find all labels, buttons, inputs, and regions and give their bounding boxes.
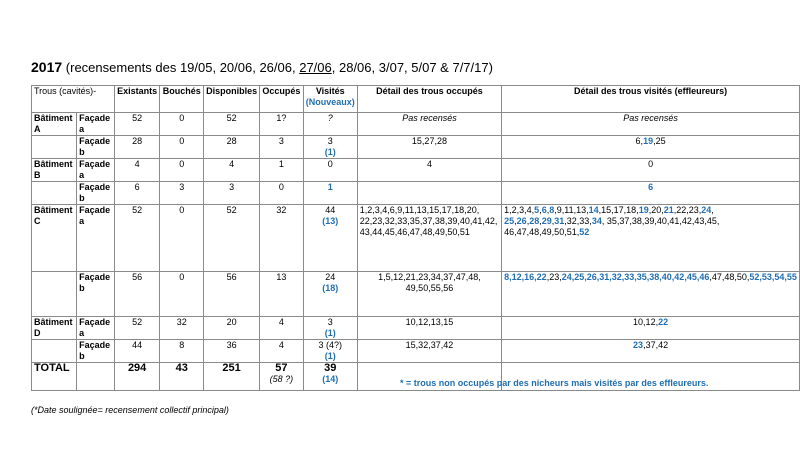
detail-visites-cell: 0 [502, 159, 800, 182]
detail-visites-cell: 6 [502, 182, 800, 205]
batiment-label [32, 272, 77, 317]
occupes-cell: 4 [260, 340, 304, 363]
detail-visites-cell: 1,2,3,4,5,6,8,9,11,13,14,15,17,18,19,20,21,22,23,24, 25,26,28,29,31,32,33,34, 35,37,38,39,40,41,42,43,45, 46,47,48,49,50,51,52 [502, 205, 800, 272]
disponibles-cell: 36 [204, 340, 260, 363]
occupes-cell: 0 [260, 182, 304, 205]
detail-visites-cell: 10,12,22 [502, 317, 800, 340]
nouveaux-count: (18) [322, 283, 339, 293]
visites-cell: 0 [303, 159, 357, 182]
existants-cell: 52 [114, 205, 160, 272]
batiment-label: Bâtiment A [32, 113, 77, 136]
nouveaux-count: (1) [324, 328, 336, 338]
bouches-cell: 0 [160, 272, 204, 317]
disponibles-cell: 4 [204, 159, 260, 182]
nouveaux-count: (13) [322, 216, 339, 226]
total-occupes: 57 (58 ?) [260, 363, 304, 391]
existants-cell: 52 [114, 317, 160, 340]
existants-cell: 56 [114, 272, 160, 317]
table-row [32, 317, 800, 340]
table-row [32, 136, 800, 159]
bouches-cell: 0 [160, 159, 204, 182]
header-visites: Visités (Nouveaux) [303, 86, 357, 113]
detail-occupes-cell: 1,2,3,4,6,9,11,13,15,17,18,20, 22,23,32,33,35,37,38,39,40,41,42, 43,44,45,46,47,48,49,50,51 [357, 205, 501, 272]
detail-occupes-cell: Pas recensés [357, 113, 501, 136]
existants-cell: 52 [114, 113, 160, 136]
batiment-label: Bâtiment C [32, 205, 77, 272]
table-row [32, 205, 800, 272]
visites-cell: 3 (1) [303, 136, 357, 159]
census-table [31, 85, 800, 391]
batiment-label [32, 136, 77, 159]
header-occupes: Occupés [260, 86, 304, 113]
facade-label: Façade b [77, 272, 115, 317]
total-nouveaux: (14) [322, 374, 339, 384]
detail-visites-cell: Pas recensés [502, 113, 800, 136]
disponibles-cell: 28 [204, 136, 260, 159]
occupes-cell: 1? [260, 113, 304, 136]
detail-occupes-cell: 15,32,37,42 [357, 340, 501, 363]
facade-label: Façade b [77, 340, 115, 363]
visites-cell: 24 (18) [303, 272, 357, 317]
title-dates-after: , 28/06, 3/07, 5/07 & 7/7/17) [331, 60, 493, 75]
detail-visites-cell: 8,12,16,22,23,24,25,26,31,32,33,35,38,40,42,45,46,47,48,50,52,53,54,55 [502, 272, 800, 317]
visites-cell: 44 (13) [303, 205, 357, 272]
total-visites: 39 (14) [303, 363, 357, 391]
disponibles-cell: 20 [204, 317, 260, 340]
detail-visites-cell: 23,37,42 [502, 340, 800, 363]
batiment-label: Bâtiment B [32, 159, 77, 182]
table-row [32, 182, 800, 205]
batiment-label [32, 182, 77, 205]
visites-cell: ? [303, 113, 357, 136]
nouveaux-count: (1) [324, 147, 336, 157]
detail-occupes-cell: 4 [357, 159, 501, 182]
header-detail-visites: Détail des trous visités (effleureurs) [502, 86, 800, 113]
bouches-cell: 0 [160, 136, 204, 159]
nouveaux-count: (1) [324, 351, 336, 361]
header-row [32, 86, 800, 113]
table-row [32, 272, 800, 317]
date-note: (*Date soulignée= recensement collectif principal) [31, 405, 229, 415]
disponibles-cell: 56 [204, 272, 260, 317]
table-row [32, 340, 800, 363]
detail-occupes-cell: 1,5,12,21,23,34,37,47,48, 49,50,55,56 [357, 272, 501, 317]
occupes-cell: 3 [260, 136, 304, 159]
visites-cell: 1 [303, 182, 357, 205]
existants-cell: 6 [114, 182, 160, 205]
total-disponibles: 251 [204, 363, 260, 391]
header-disponibles: Disponibles [204, 86, 260, 113]
title-dates-before: (recensements des 19/05, 20/06, 26/06, [65, 60, 300, 75]
facade-label: Façade b [77, 136, 115, 159]
batiment-label [32, 340, 77, 363]
bouches-cell: 32 [160, 317, 204, 340]
visites-cell: 3 (1) [303, 317, 357, 340]
existants-cell: 28 [114, 136, 160, 159]
detail-occupes-cell: 10,12,13,15 [357, 317, 501, 340]
total-bouches: 43 [160, 363, 204, 391]
title-year: 2017 [31, 59, 63, 75]
batiment-label: Bâtiment D [32, 317, 77, 340]
total-occupes-note: (58 ?) [269, 374, 294, 384]
header-detail-occupes: Détail des trous occupés [357, 86, 501, 113]
visites-cell: 3 (4?) (1) [303, 340, 357, 363]
facade-label: Façade a [77, 159, 115, 182]
total-label: TOTAL [32, 363, 77, 391]
header-bouches: Bouchés [160, 86, 204, 113]
bouches-cell: 0 [160, 113, 204, 136]
bouches-cell: 8 [160, 340, 204, 363]
total-existants: 294 [114, 363, 160, 391]
existants-cell: 44 [114, 340, 160, 363]
occupes-cell: 32 [260, 205, 304, 272]
header-existants: Existants [114, 86, 160, 113]
table-row [32, 159, 800, 182]
occupes-cell: 4 [260, 317, 304, 340]
facade-label: Façade a [77, 205, 115, 272]
disponibles-cell: 3 [204, 182, 260, 205]
detail-occupes-cell: 15,27,28 [357, 136, 501, 159]
disponibles-cell: 52 [204, 113, 260, 136]
existants-cell: 4 [114, 159, 160, 182]
bouches-cell: 0 [160, 205, 204, 272]
header-nouveaux: (Nouveaux) [305, 97, 355, 107]
bouches-cell: 3 [160, 182, 204, 205]
page-title [31, 59, 493, 75]
occupes-cell: 13 [260, 272, 304, 317]
facade-label: Façade b [77, 182, 115, 205]
detail-visites-cell: 6,19,25 [502, 136, 800, 159]
facade-label: Façade a [77, 317, 115, 340]
detail-occupes-cell [357, 182, 501, 205]
header-trous: Trous (cavités)- [32, 86, 115, 113]
table-row [32, 113, 800, 136]
facade-label: Façade a [77, 113, 115, 136]
disponibles-cell: 52 [204, 205, 260, 272]
occupes-cell: 1 [260, 159, 304, 182]
title-date-underlined: 27/06 [299, 60, 332, 75]
footnote: * = trous non occupés par des nicheurs mais visités par des effleureurs. [400, 378, 709, 388]
